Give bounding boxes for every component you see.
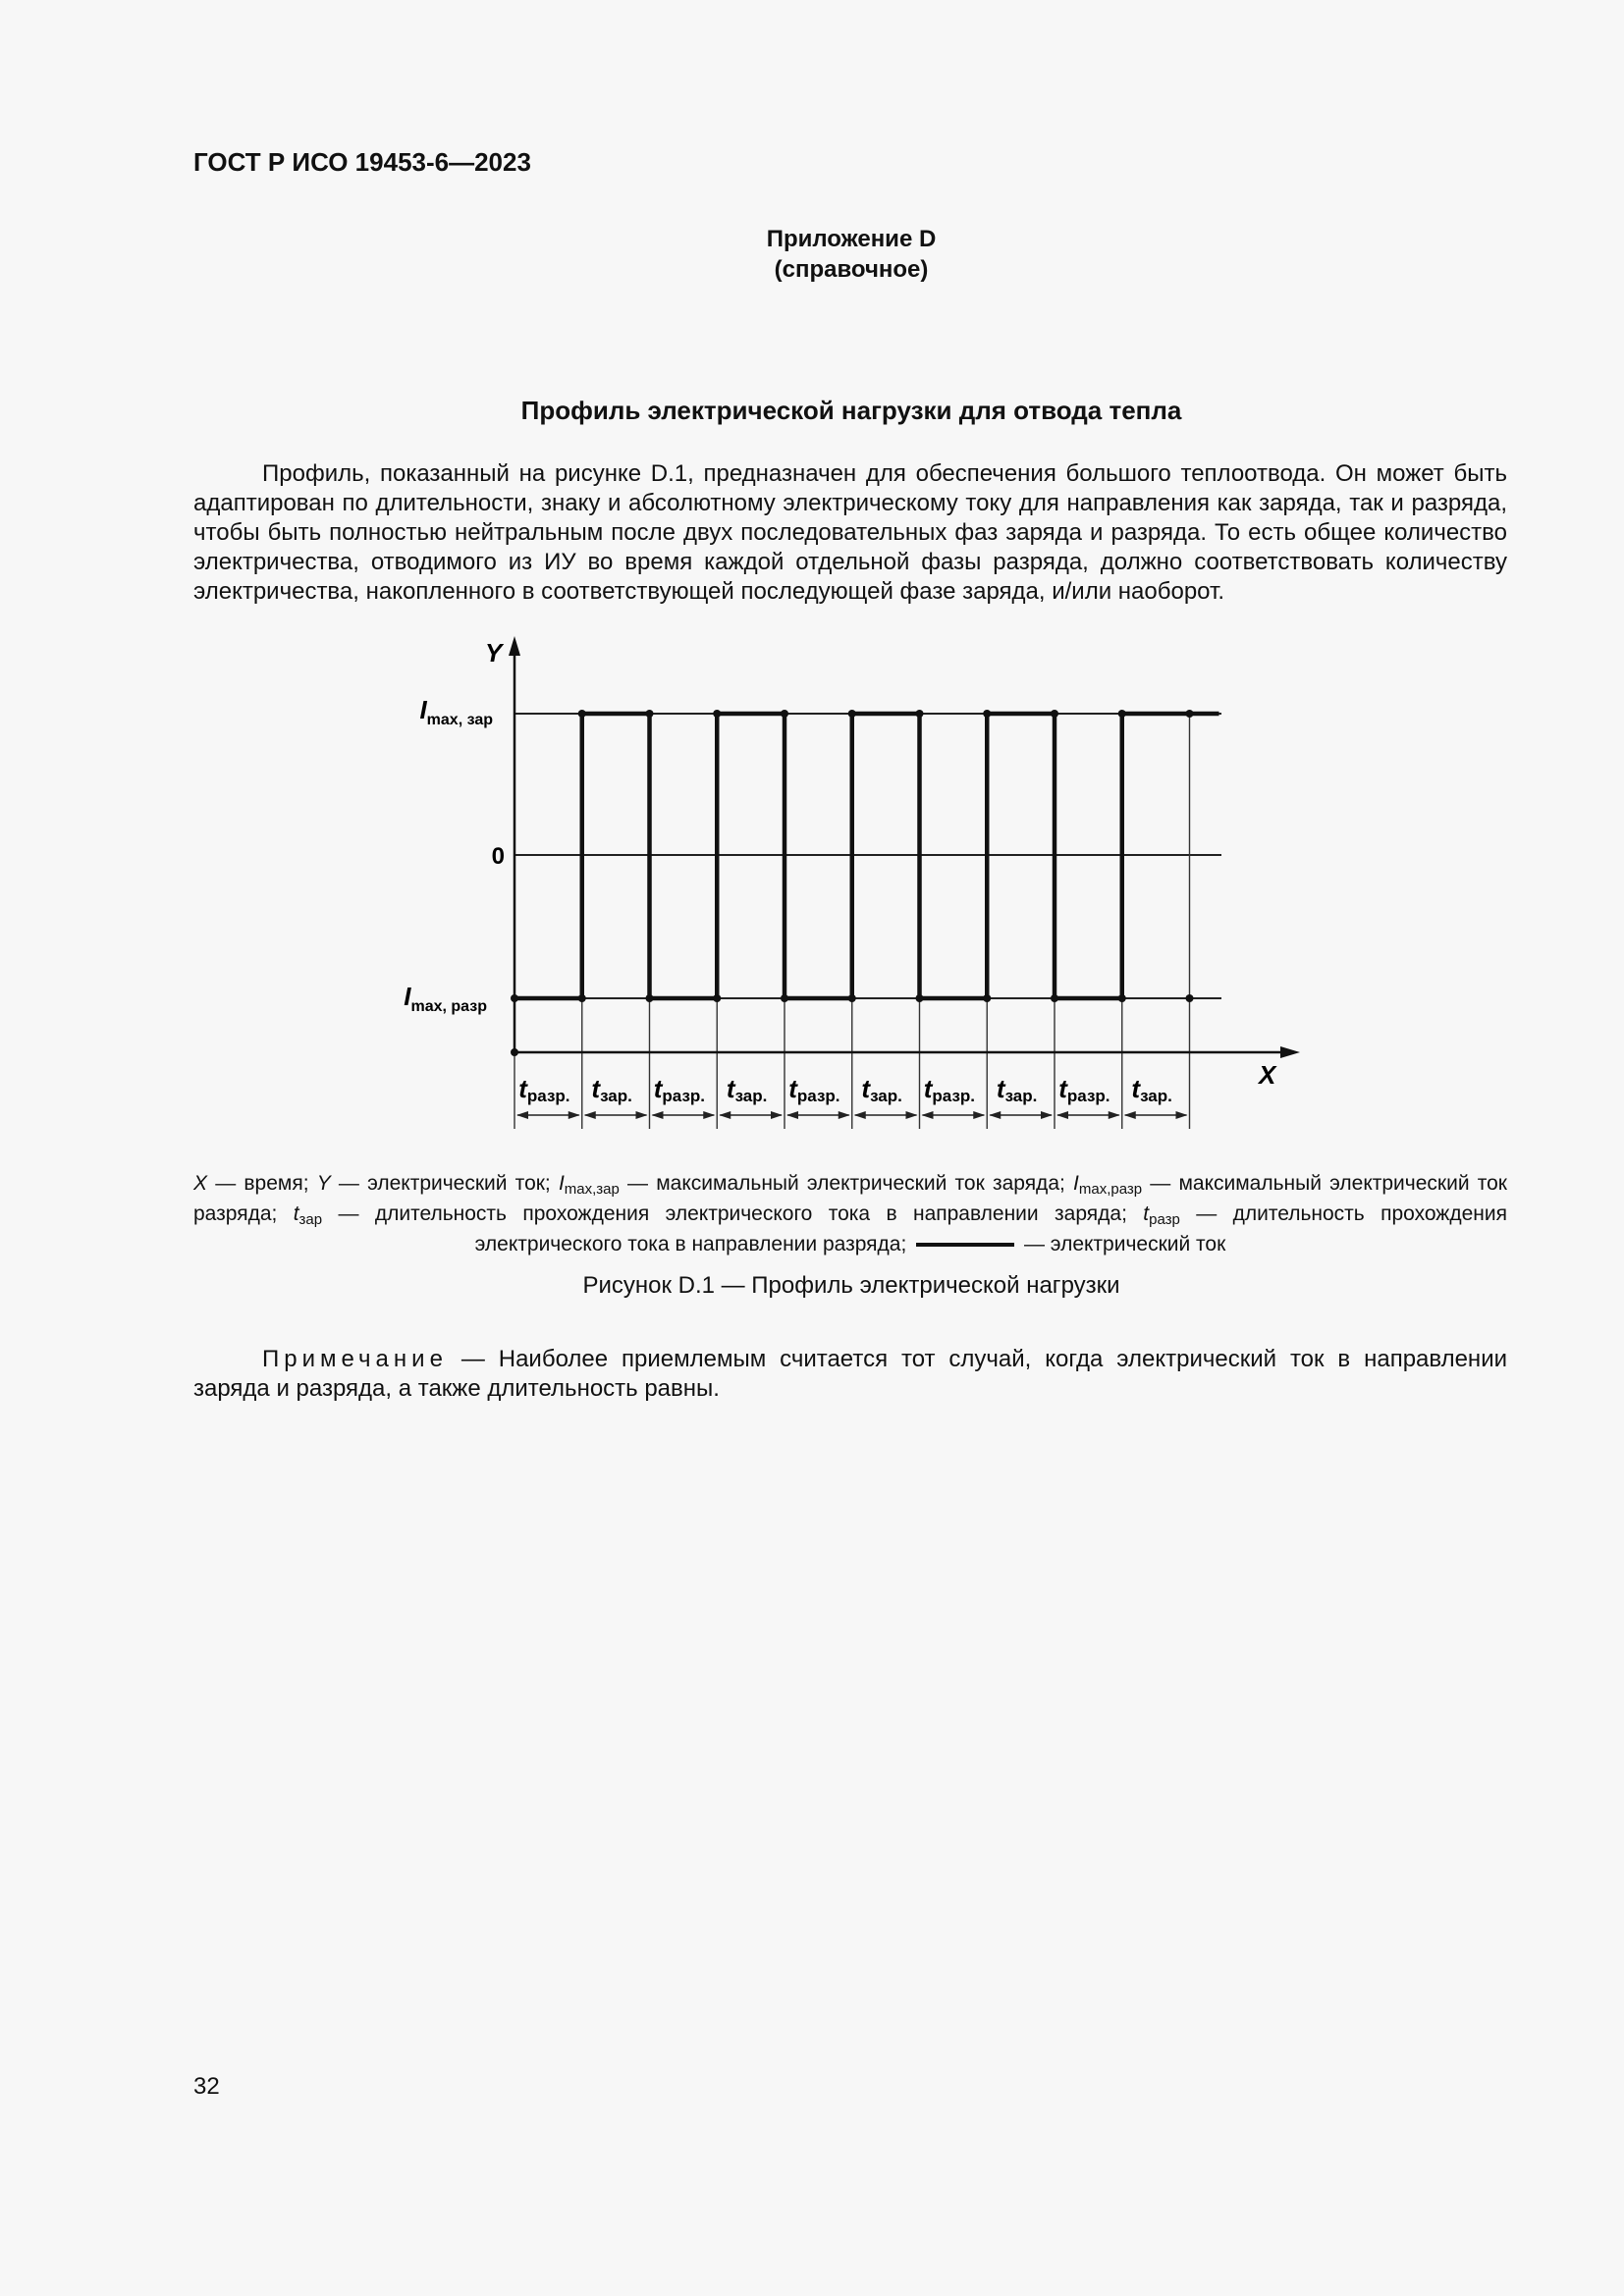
interval-label-discharge: tразр. — [518, 1074, 570, 1105]
dimension-arrow-right — [771, 1111, 783, 1119]
interval-label-discharge: tразр. — [923, 1074, 976, 1105]
note-paragraph: Примечание — Наиболее приемлемым считается тот случай, когда электрический ток в направлении заряда и разряда, а также длительность равны. — [193, 1346, 1507, 1402]
interval-label-discharge: tразр. — [1058, 1074, 1110, 1105]
origin-dot — [511, 1048, 518, 1056]
dimension-arrow-right — [1041, 1111, 1053, 1119]
interval-label-charge: tзар. — [861, 1074, 902, 1105]
waveform-vertex — [511, 994, 518, 1002]
waveform-vertex — [646, 994, 654, 1002]
dimension-arrow-right — [906, 1111, 918, 1119]
waveform-vertex — [1186, 994, 1194, 1002]
dimension-arrow-left — [584, 1111, 596, 1119]
level-zero-label: 0 — [491, 843, 505, 870]
interval-label-charge: tзар. — [1131, 1074, 1172, 1105]
dimension-arrow-right — [568, 1111, 580, 1119]
x-axis-label: X — [1259, 1060, 1276, 1090]
figure-grid — [514, 714, 1221, 1129]
interval-label-discharge: tразр. — [653, 1074, 706, 1105]
annex-title: Приложение D — [766, 226, 937, 252]
interval-label-discharge: tразр. — [788, 1074, 840, 1105]
dimension-arrow-right — [839, 1111, 850, 1119]
figure-legend: X — время; Y — электрический ток; $I_{max,зар}$ — максимальный электрический ток заряда; $I_{max,разр}$ — максимальный электрический ток разряда; $t_{зар}$ — длительность прохождения электрического тока в направлении заряда; $t_{разр}$ — длительность прохождения электрического тока в направлении разряда; — электрический ток — [193, 1172, 1507, 1255]
dimension-arrow-right — [1176, 1111, 1188, 1119]
waveform-vertex — [578, 710, 586, 718]
waveform-vertex — [578, 994, 586, 1002]
waveform-vertex — [781, 994, 788, 1002]
y-axis-label: Y — [485, 638, 503, 667]
dimension-arrow-left — [989, 1111, 1001, 1119]
waveform-vertex — [1051, 994, 1058, 1002]
figure-caption: Рисунок D.1 — Профиль электрической нагрузки — [582, 1272, 1120, 1299]
x-axis-arrow — [1280, 1046, 1300, 1058]
waveform-vertex — [713, 710, 721, 718]
figure-labels — [404, 638, 1277, 1090]
dimension-arrow-left — [719, 1111, 731, 1119]
level-low-label: Imax, разр — [404, 982, 487, 1015]
waveform-vertex — [1186, 710, 1194, 718]
legend-line-sample — [916, 1243, 1014, 1247]
dimension-arrow-left — [1124, 1111, 1136, 1119]
note-label: Примечание — [262, 1346, 448, 1372]
level-high-label: Imax, зар — [419, 695, 493, 728]
waveform-vertex — [983, 710, 991, 718]
waveform-vertex — [916, 710, 924, 718]
waveform-vertex — [848, 710, 856, 718]
waveform-vertex — [1118, 710, 1126, 718]
section-title: Профиль электрической нагрузки для отвода тепла — [520, 396, 1182, 425]
annex-type: (справочное) — [774, 256, 929, 283]
dimension-arrow-left — [922, 1111, 934, 1119]
waveform-vertex — [646, 710, 654, 718]
waveform-vertex — [1051, 710, 1058, 718]
interval-label-charge: tзар. — [591, 1074, 632, 1105]
waveform-vertex — [848, 994, 856, 1002]
figure-axes — [509, 636, 1300, 1058]
dimension-arrow-right — [636, 1111, 648, 1119]
interval-label-charge: tзар. — [726, 1074, 768, 1105]
waveform-vertex — [983, 994, 991, 1002]
dimension-arrow-right — [1109, 1111, 1120, 1119]
intro-paragraph: Профиль, показанный на рисунке D.1, предназначен для обеспечения большого теплоотвода. Он может быть адаптирован по длительности, знаку и абсолютному электрическому току для направления как заряда, так и разряда, чтобы быть полностью нейтральным после двух последовательных фаз заряда и разряда. То есть общее количество электричества, отводимого из ИУ во время каждой отдельной фазы разряда, должно соответствовать количеству электричества, накопленного в соответствующей последующей фазе заряда, и/или наоборот. — [193, 460, 1507, 605]
dimension-arrow-left — [786, 1111, 798, 1119]
dimension-arrow-right — [973, 1111, 985, 1119]
dimension-arrow-left — [652, 1111, 664, 1119]
page-number: 32 — [193, 2073, 220, 2100]
dimension-arrow-left — [854, 1111, 866, 1119]
dimension-arrow-left — [516, 1111, 528, 1119]
dimension-arrow-left — [1056, 1111, 1068, 1119]
dimension-arrow-right — [703, 1111, 715, 1119]
waveform-vertex — [713, 994, 721, 1002]
waveform-vertex — [1118, 994, 1126, 1002]
document-code: ГОСТ Р ИСО 19453-6—2023 — [193, 147, 531, 177]
waveform-vertex — [781, 710, 788, 718]
y-axis-arrow — [509, 636, 520, 656]
waveform-vertex — [916, 994, 924, 1002]
interval-label-charge: tзар. — [996, 1074, 1038, 1105]
